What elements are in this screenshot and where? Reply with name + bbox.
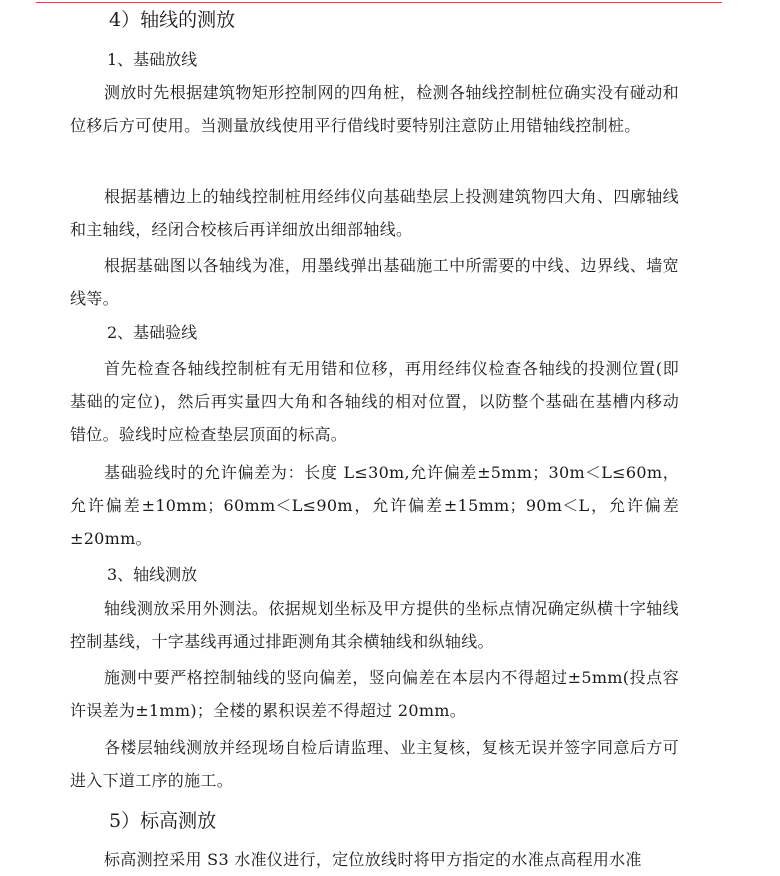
paragraph-3: 根据基础图以各轴线为准，用墨线弹出基础施工中所需要的中线、边界线、墙宽线等。 xyxy=(70,256,679,308)
paragraph-1: 测放时先根据建筑物矩形控制网的四角桩，检测各轴线控制桩位确实没有碰动和位移后方可使用。当测量放线使用平行借线时要特别注意防止用错轴线控制桩。 xyxy=(70,83,679,135)
subsection-3-heading: 3、轴线测放 xyxy=(107,565,198,584)
paragraph-7: 施测中要严格控制轴线的竖向偏差，竖向偏差在本层内不得超过±5mm(投点容许误差为±1mm)；全楼的累积误差不得超过 20mm。 xyxy=(70,668,679,720)
subsection-1-heading: 1、基础放线 xyxy=(107,50,198,69)
header-rule xyxy=(36,2,722,3)
paragraph-6: 轴线测放采用外测法。依据规划坐标及甲方提供的坐标点情况确定纵横十字轴线控制基线，十字基线再通过排距测角其余横轴线和纵轴线。 xyxy=(70,599,679,651)
paragraph-5: 基础验线时的允许偏差为：长度 L≤30m,允许偏差±5mm；30m＜L≤60m，允许偏差±10mm；60mm＜L≤90m，允许偏差±15mm；90m＜L，允许偏差±20mm。 xyxy=(70,463,679,548)
paragraph-8: 各楼层轴线测放并经现场自检后请监理、业主复核，复核无误并签字同意后方可进入下道工序的施工。 xyxy=(70,738,679,790)
paragraph-2: 根据基槽边上的轴线控制桩用经纬仪向基础垫层上投测建筑物四大角、四廓轴线和主轴线，经闭合校核后再详细放出细部轴线。 xyxy=(70,187,679,239)
paragraph-4: 首先检查各轴线控制桩有无用错和位移，再用经纬仪检查各轴线的投测位置(即基础的定位)，然后再实量四大角和各轴线的相对位置，以防整个基础在基槽内移动错位。验线时应检查垫层顶面的标高。 xyxy=(70,359,679,444)
section-4-heading: 4）轴线的测放 xyxy=(109,9,236,31)
paragraph-9: 标高测控采用 S3 水准仪进行，定位放线时将甲方指定的水准点高程用水准 xyxy=(104,850,642,869)
subsection-2-heading: 2、基础验线 xyxy=(107,323,198,342)
section-5-heading: 5）标高测放 xyxy=(109,810,217,832)
